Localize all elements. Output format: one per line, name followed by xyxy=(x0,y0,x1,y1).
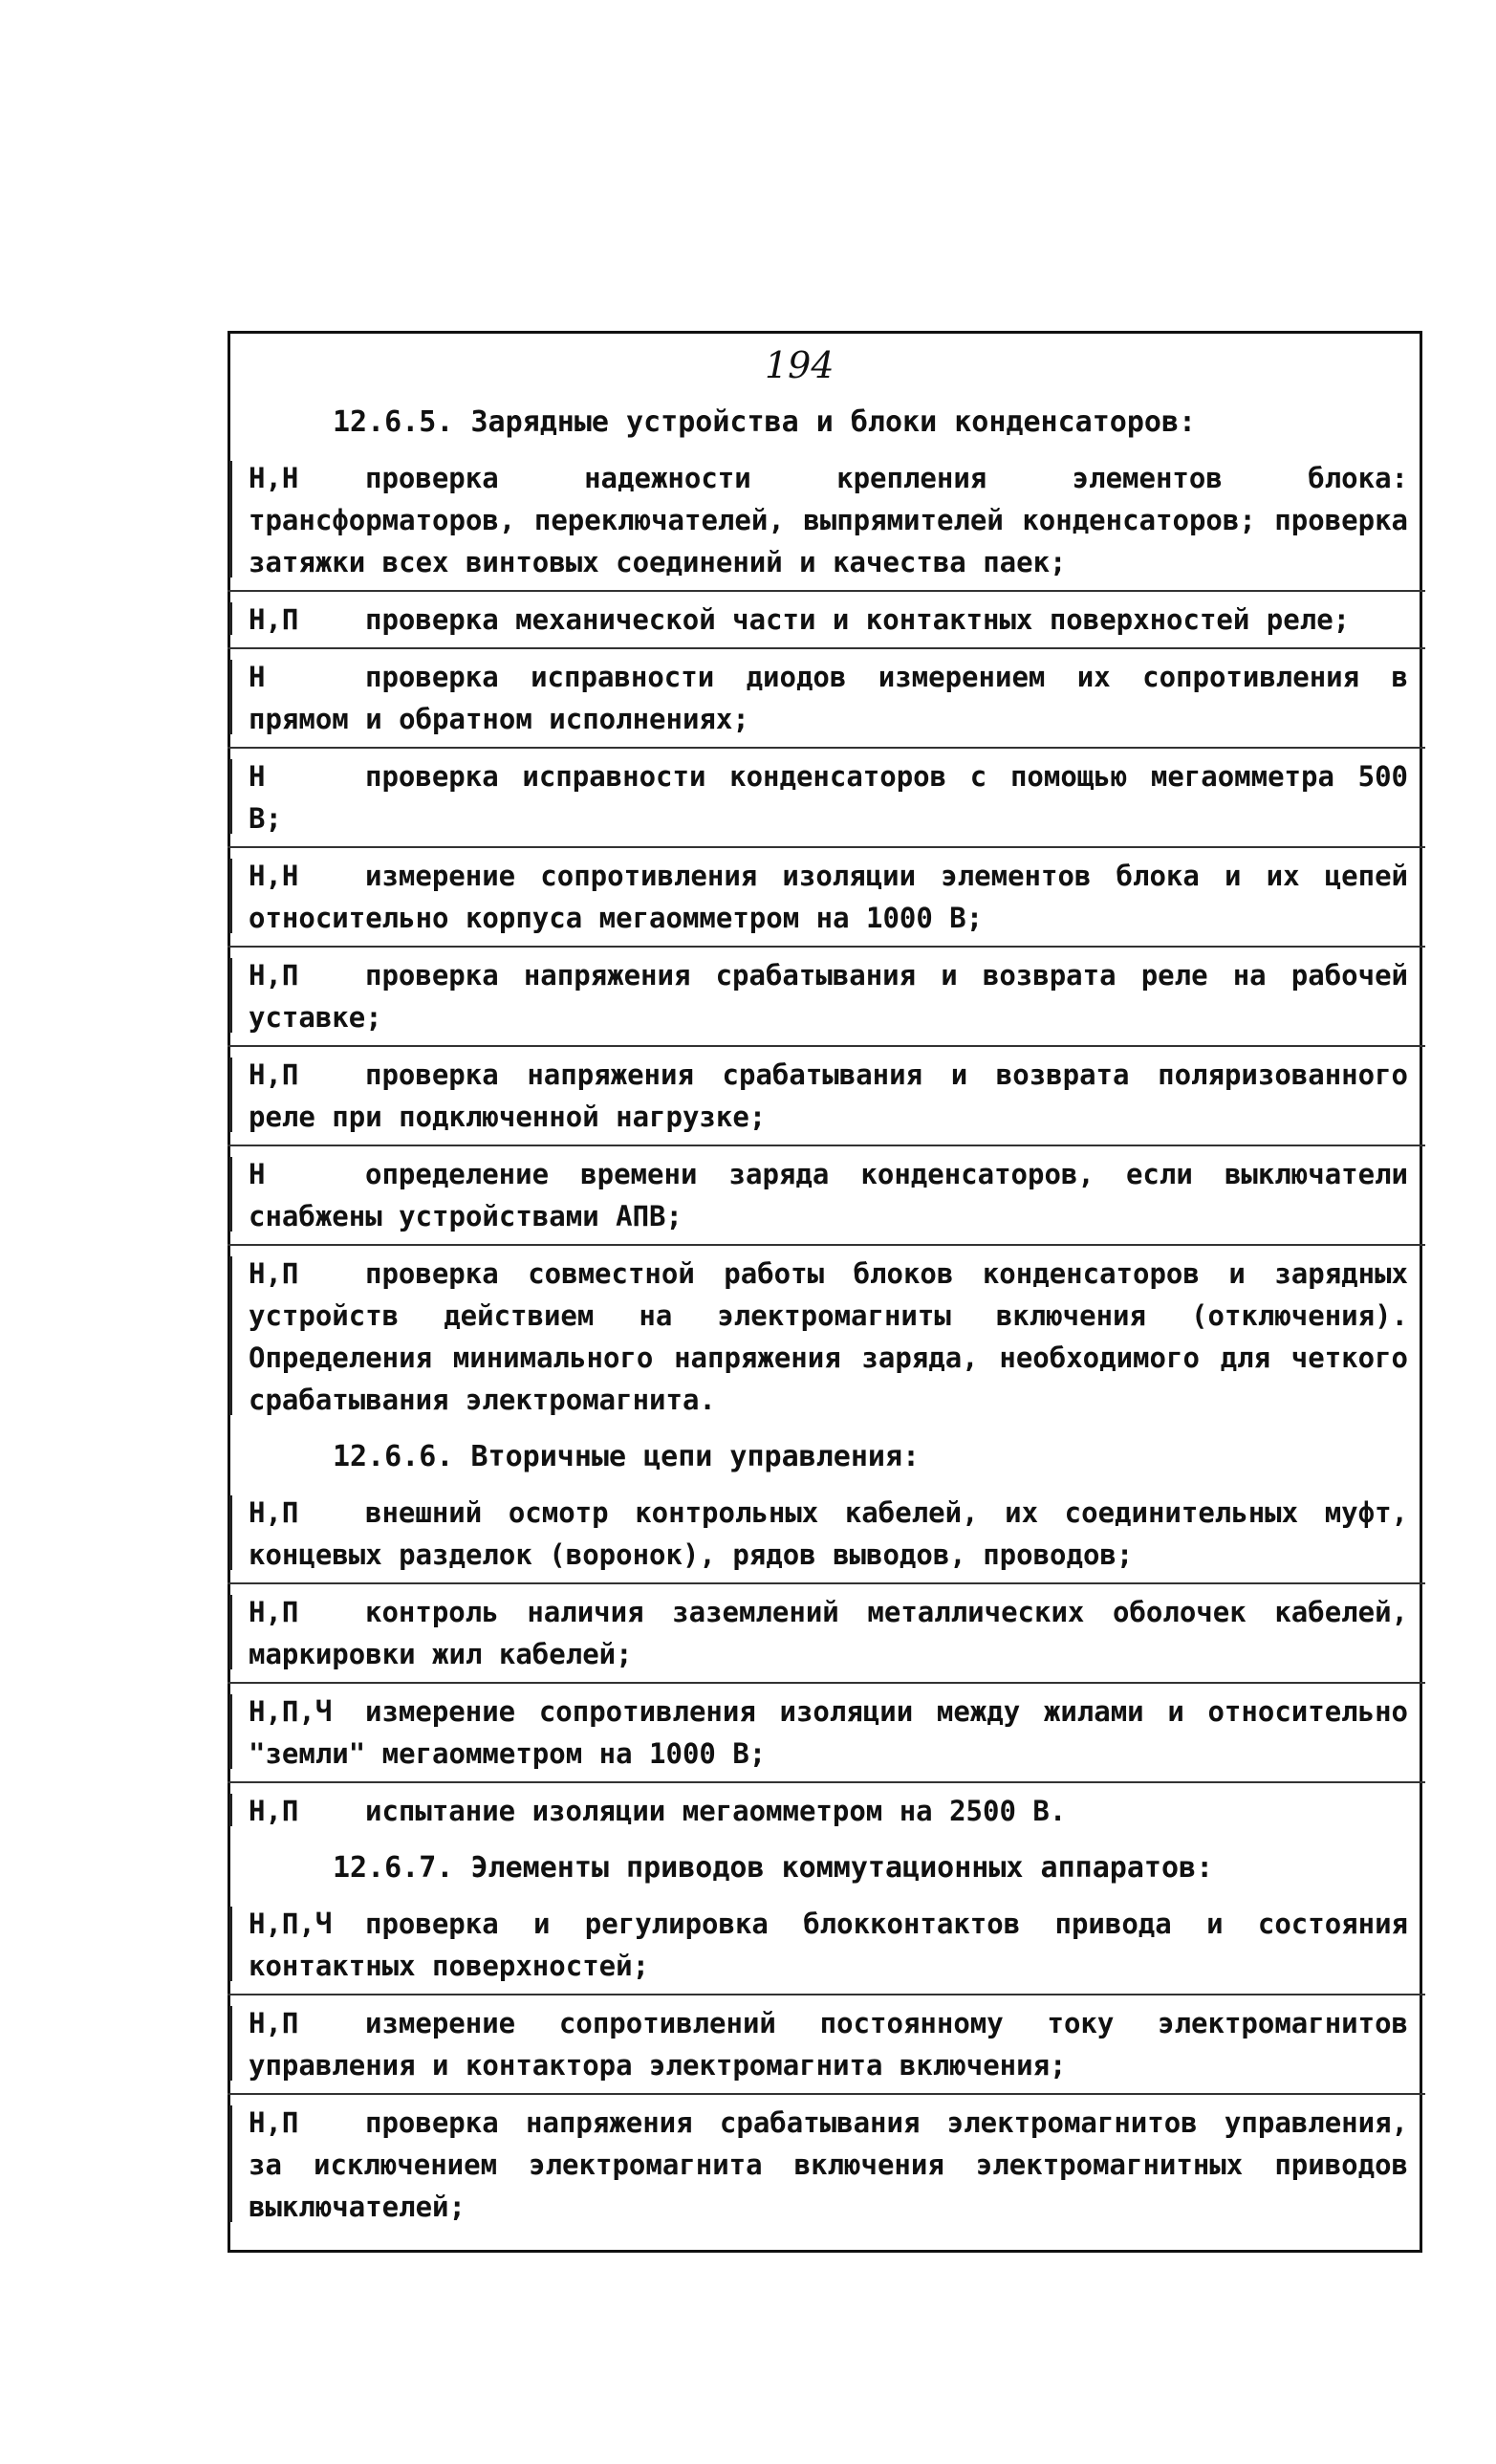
item-text: проверка напряжения срабатывания электромагнитов управления, за исключением электромагнита включения электромагнитных приводов выключателей; xyxy=(249,2106,1408,2223)
document-body xyxy=(247,392,1408,2243)
item-mark: Н,П xyxy=(249,2007,299,2039)
item-text: измерение сопротивлений постоянному току электромагнитов управления и контактора электромагнита включения; xyxy=(249,2007,1408,2082)
item-text: проверка напряжения срабатывания и возврата реле на рабочей уставке; xyxy=(249,959,1408,1034)
item-mark: Н,П xyxy=(249,1596,299,1628)
list-item xyxy=(247,1591,1408,1675)
row-rule xyxy=(229,1694,232,1769)
list-item xyxy=(247,954,1408,1038)
list-item xyxy=(247,1903,1408,1987)
list-item xyxy=(247,1253,1408,1421)
row-rule xyxy=(229,1907,232,1981)
section-heading: 12.6.6. Вторичные цепи управления: xyxy=(333,1440,921,1473)
page-number: 194 xyxy=(765,344,835,386)
section-heading: 12.6.5. Зарядные устройства и блоки конденсаторов: xyxy=(333,405,1197,439)
item-text: измерение сопротивления изоляции элементов блока и их цепей относительно корпуса мегаомметром на 1000 В; xyxy=(249,860,1408,934)
row-rule xyxy=(229,1058,232,1132)
row-rule xyxy=(229,1495,232,1570)
item-mark: Н,Н xyxy=(249,462,299,494)
row-rule xyxy=(229,759,232,834)
item-text: проверка и регулировка блокконтактов привода и состояния контактных поверхностей; xyxy=(249,1908,1408,1982)
item-mark: Н xyxy=(249,1158,266,1190)
row-rule xyxy=(229,2105,232,2222)
list-item xyxy=(247,755,1408,840)
list-item xyxy=(247,1153,1408,1237)
list-item xyxy=(247,1492,1408,1576)
item-text: контроль наличия заземлений металлических оболочек кабелей, маркировки жил кабелей; xyxy=(249,1596,1408,1670)
row-rule xyxy=(229,1595,232,1669)
list-item xyxy=(247,1790,1408,1832)
item-text: проверка механической части и контактных поверхностей реле; xyxy=(365,603,1351,636)
item-text: проверка совместной работы блоков конденсаторов и зарядных устройств действием на электромагниты включения (отключения). Определения минимального напряжения заряда, необходимого для четкого срабатывания электромагнита. xyxy=(249,1257,1408,1416)
list-item xyxy=(247,457,1408,583)
item-mark: Н xyxy=(249,760,266,793)
row-rule xyxy=(229,461,232,578)
item-mark: Н xyxy=(249,661,266,693)
item-text: проверка исправности конденсаторов с помощью мегаомметра 500 В; xyxy=(249,760,1408,835)
row-rule xyxy=(229,2006,232,2081)
row-rule xyxy=(229,1157,232,1232)
section-heading: 12.6.7. Элементы приводов коммутационных аппаратов: xyxy=(333,1851,1214,1885)
row-rule xyxy=(229,1256,232,1415)
row-rule xyxy=(229,1794,232,1826)
item-mark: Н,П xyxy=(249,959,299,992)
item-text: определение времени заряда конденсаторов, если выключатели снабжены устройствами АПВ; xyxy=(249,1158,1408,1232)
item-mark: Н,П xyxy=(249,603,299,636)
row-rule xyxy=(229,859,232,933)
item-mark: Н,П,Ч xyxy=(249,1695,333,1728)
item-text: измерение сопротивления изоляции между жилами и относительно "земли" мегаомметром на 1000 В; xyxy=(249,1695,1408,1770)
item-mark: Н,П,Ч xyxy=(249,1908,333,1940)
item-text: внешний осмотр контрольных кабелей, их соединительных муфт, концевых разделок (воронок), рядов выводов, проводов; xyxy=(249,1496,1408,1571)
list-item xyxy=(247,1054,1408,1138)
list-item xyxy=(247,2102,1408,2228)
item-mark: Н,П xyxy=(249,2106,299,2139)
item-text: испытание изоляции мегаомметром на 2500 В. xyxy=(365,1795,1067,1827)
row-rule xyxy=(229,660,232,734)
list-item xyxy=(247,855,1408,939)
item-mark: Н,П xyxy=(249,1257,299,1290)
item-text: проверка напряжения срабатывания и возврата поляризованного реле при подключенной нагрузке; xyxy=(249,1058,1408,1133)
item-mark: Н,П xyxy=(249,1058,299,1091)
item-mark: Н,П xyxy=(249,1795,299,1827)
list-item xyxy=(247,1690,1408,1775)
item-mark: Н,П xyxy=(249,1496,299,1529)
list-item xyxy=(247,2002,1408,2086)
list-item xyxy=(247,599,1408,641)
item-text: проверка надежности крепления элементов блока: трансформаторов, переключателей, выпрямителей конденсаторов; проверка затяжки всех винтовых соединений и качества паек; xyxy=(249,462,1408,578)
item-mark: Н,Н xyxy=(249,860,299,892)
row-rule xyxy=(229,602,232,635)
item-text: проверка исправности диодов измерением их сопротивления в прямом и обратном исполнениях; xyxy=(249,661,1408,735)
row-rule xyxy=(229,958,232,1033)
list-item xyxy=(247,656,1408,740)
